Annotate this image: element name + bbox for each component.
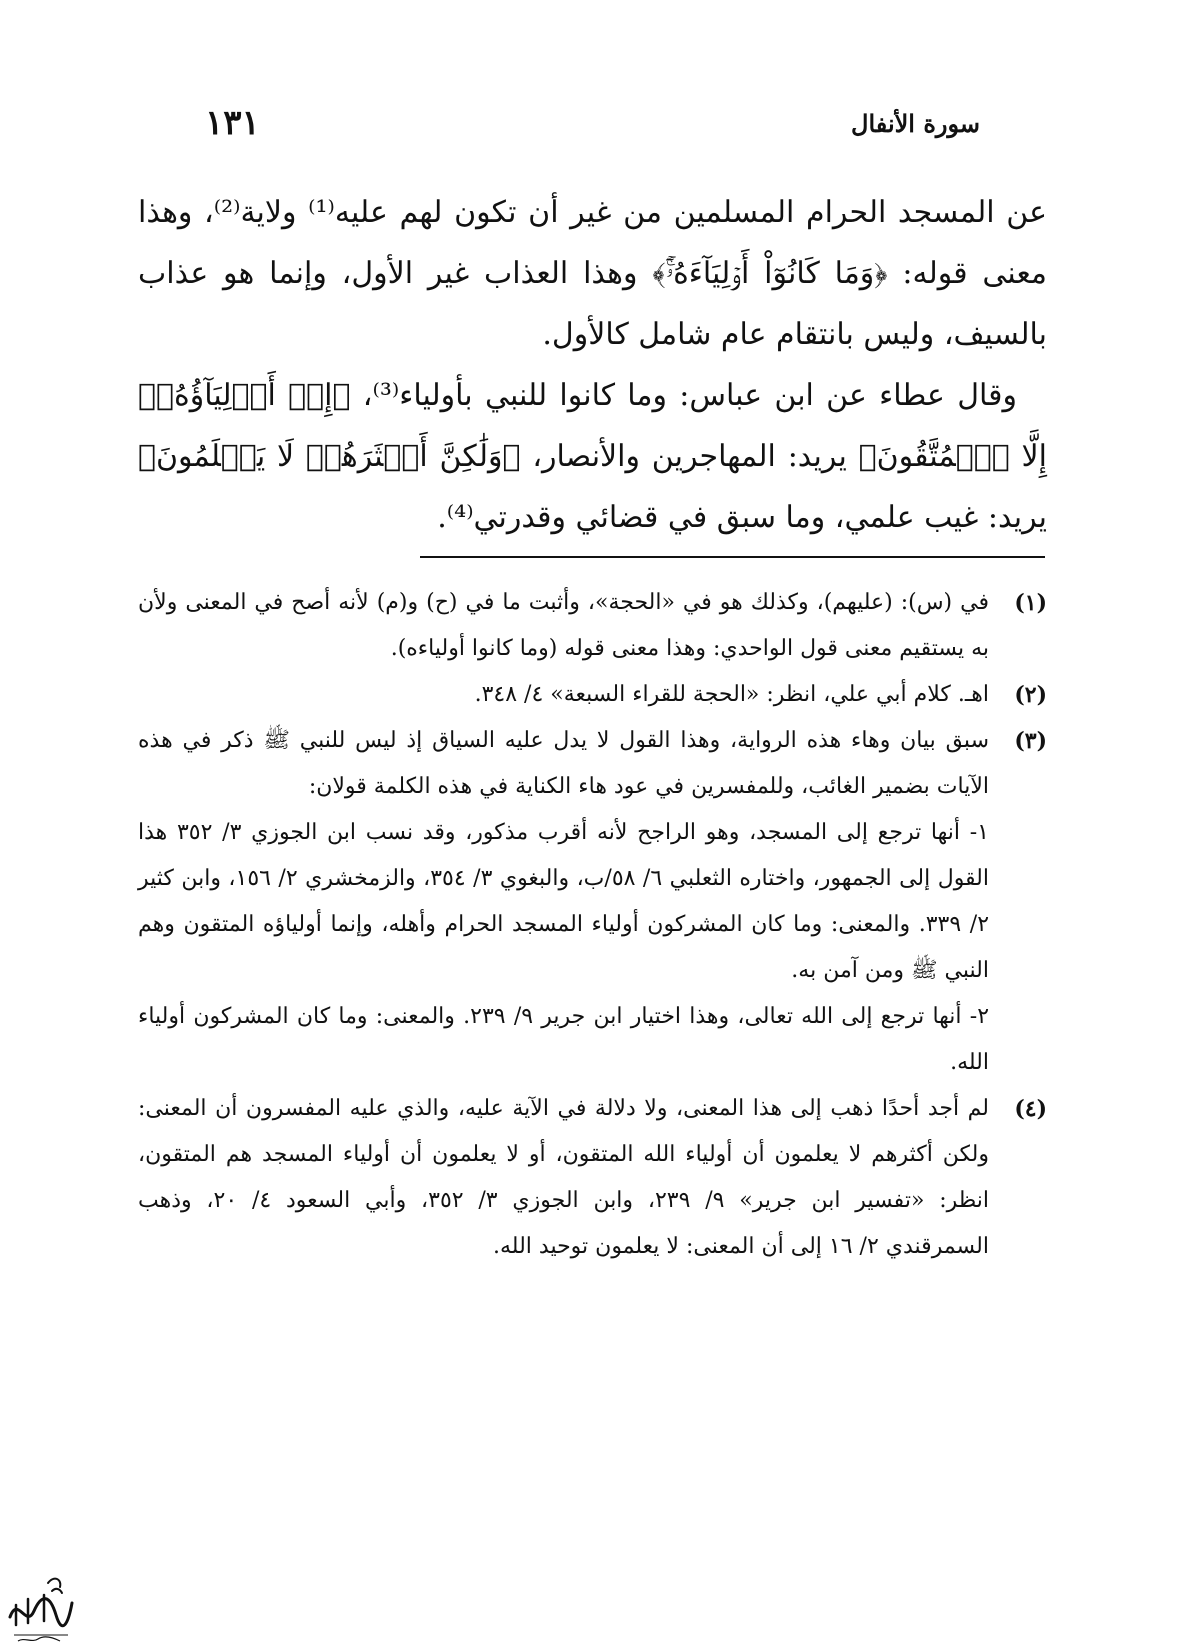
footnote-paragraph: ٢- أنها ترجع إلى الله تعالى، وهذا اختيار ابن جرير ٩/ ٢٣٩. والمعنى: وما كان المشركون أولياء الله.	[138, 1004, 990, 1075]
footnote-paragraph: سبق بيان وهاء هذه الرواية، وهذا القول لا يدل عليه السياق إذ ليس للنبي ﷺ ذكر في هذه الآيات بضمير الغائب، وللمفسرين في عود هاء الكناية في هذه الكلمة قولان:	[138, 728, 989, 799]
main-paragraph: عن المسجد الحرام المسلمين من غير أن تكون لهم عليه⁽¹⁾ ولاية⁽²⁾، وهذا معنى قوله: ﴿وَمَا كَانُوٓاْ أَوۡلِيَآءَهُۥٓۚ﴾ وهذا العذاب غير الأول، وإنما هو عذاب بالسيف، وليس بانتقام عام شامل كالأول.	[138, 195, 1047, 352]
footnotes	[138, 580, 1047, 1270]
footnote	[138, 672, 1047, 718]
footnote-number: (١)	[1014, 590, 1047, 616]
footnote-text	[138, 1086, 989, 1270]
footnote-divider	[420, 556, 1045, 558]
main-paragraph: وقال عطاء عن ابن عباس: وما كانوا للنبي بأولياء⁽³⁾، ﴿إِنۡ أَوۡلِيَآؤُهُۥٓ إِلَّا ٱلۡمُتَّقُونَ﴾ يريد: المهاجرين والأنصار، ﴿وَلَٰكِنَّ أَكۡثَرَهُمۡ لَا يَعۡلَمُونَ﴾ يريد: غيب علمي، وما سبق في قضائي وقدرتي⁽⁴⁾.	[138, 378, 1047, 535]
surah-title: سورة الأنفال	[851, 108, 980, 138]
main-text	[138, 182, 1047, 548]
footnote-text	[138, 718, 989, 1086]
footnote	[138, 718, 1047, 1086]
footnote	[138, 580, 1047, 672]
footnote-number: (٣)	[1014, 728, 1047, 754]
footnote	[138, 1086, 1047, 1270]
footnote-paragraph: في (س): (عليهم)، وكذلك هو في «الحجة»، وأثبت ما في (ح) و(م) لأنه أصح في المعنى ولأن به يستقيم معنى قول الواحدي: وهذا معنى قوله (وما كانوا أولياءه).	[138, 590, 989, 661]
publisher-logo	[4, 1565, 76, 1647]
page-number: ١٣١	[205, 103, 260, 143]
footnote-paragraph: اهـ. كلام أبي علي، انظر: «الحجة للقراء السبعة» ٤/ ٣٤٨.	[474, 682, 989, 707]
footnote-paragraph: لم أجد أحدًا ذهب إلى هذا المعنى، ولا دلالة في الآية عليه، والذي عليه المفسرون أن المعنى: ولكن أكثرهم لا يعلمون أن أولياء الله المتقون، أو لا يعلمون أن أولياء المسجد هم المتقون، انظر: «تفسير ابن جرير» ٩/ ٢٣٩، وابن الجوزي ٣/ ٣٥٢، وأبي السعود ٤/ ٢٠، وذهب السمرقندي ٢/ ١٦ إلى أن المعنى: لا يعلمون توحيد الله.	[138, 1096, 990, 1259]
footnote-number: (٢)	[1014, 682, 1047, 708]
footnote-paragraph: ١- أنها ترجع إلى المسجد، وهو الراجح لأنه أقرب مذكور، وقد نسب ابن الجوزي ٣/ ٣٥٢ هذا القول إلى الجمهور، واختاره الثعلبي ٦/ ٥٨/ب، والبغوي ٣/ ٣٥٤، والزمخشري ٢/ ١٥٦، وابن كثير ٢/ ٣٣٩. والمعنى: وما كان المشركون أولياء المسجد الحرام وأهله، وإنما أولياؤه المتقون وهم النبي ﷺ ومن آمن به.	[138, 820, 990, 983]
page-header	[205, 100, 980, 146]
footnote-number: (٤)	[1014, 1096, 1047, 1122]
footnote-text	[138, 580, 989, 672]
footnote-text	[138, 672, 989, 718]
